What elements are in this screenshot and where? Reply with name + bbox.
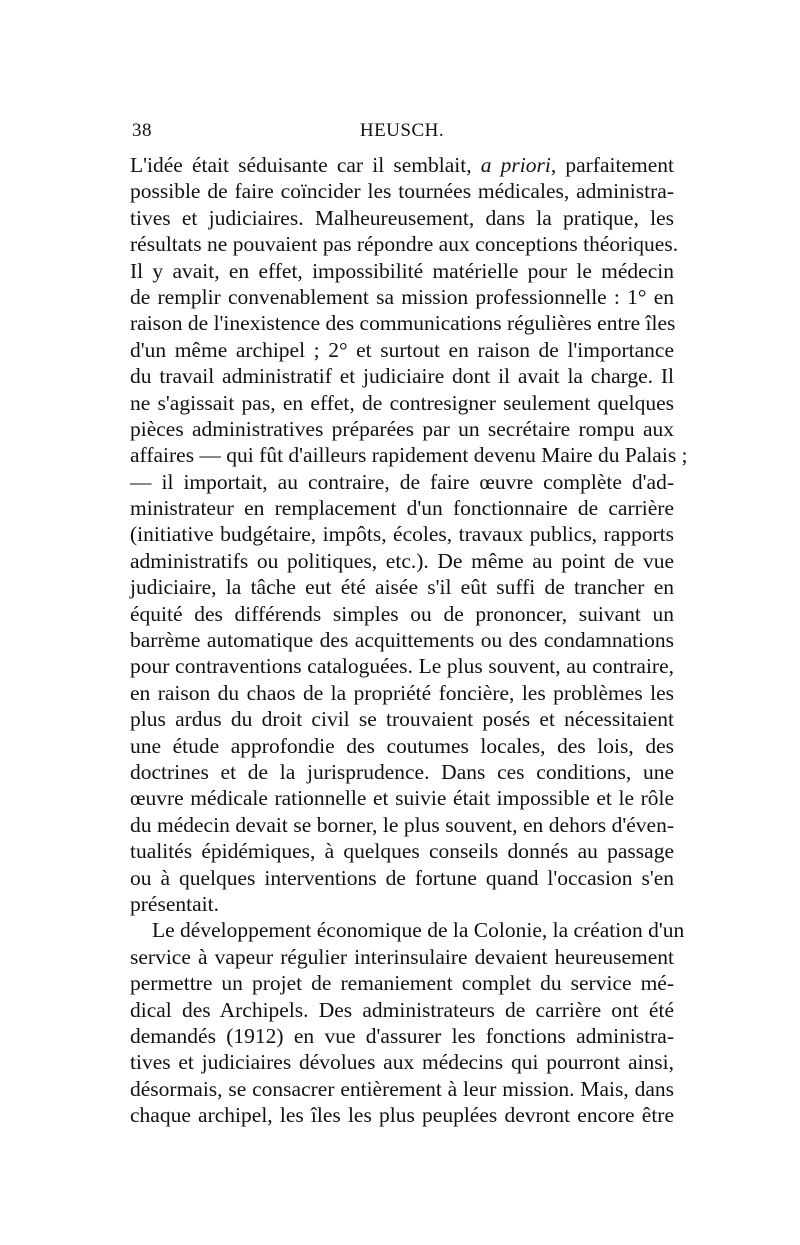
text-line: demandés (1912) en vue d'assurer les fonctions administra- xyxy=(130,1023,674,1048)
text-line: de remplir convenablement sa mission professionnelle : 1° en xyxy=(130,284,674,309)
text-line: (initiative budgétaire, impôts, écoles, travaux publics, rapports xyxy=(130,522,674,547)
text-line: possible de faire coïncider les tournées médicales, administra- xyxy=(130,179,674,204)
running-head xyxy=(132,120,672,150)
text-line: plus ardus du droit civil se trouvaient posés et nécessitaient xyxy=(130,707,674,732)
text-line: L'idée était séduisante car il semblait, a priori, parfaitement xyxy=(130,153,674,177)
text-line: Il y avait, en effet, impossibilité matérielle pour le médecin xyxy=(130,258,674,283)
text-line: barrème automatique des acquittements ou des condamnations xyxy=(130,628,674,653)
text-line: tives et judiciaires. Malheureusement, dans la pratique, les xyxy=(130,205,674,230)
text-line: dical des Archipels. Des administrateurs de carrière ont été xyxy=(130,997,674,1022)
text-line: d'un même archipel ; 2° et surtout en raison de l'importance xyxy=(130,337,674,362)
text-line: équité des différends simples ou de prononcer, suivant un xyxy=(130,601,674,626)
text-line: permettre un projet de remaniement complet du service mé- xyxy=(130,971,674,996)
text-line: service à vapeur régulier interinsulaire devaient heureusement xyxy=(130,944,674,969)
running-title: HEUSCH. xyxy=(359,120,445,141)
text-line: Le développement économique de la Colonie, la création d'un xyxy=(152,918,685,943)
text-line: administratifs ou politiques, etc.). De même au point de vue xyxy=(130,548,674,573)
text-line: pour contraventions cataloguées. Le plus souvent, au contraire, xyxy=(130,654,674,679)
text-line: ou à quelques interventions de fortune quand l'occasion s'en xyxy=(130,865,674,890)
text-line: chaque archipel, les îles les plus peuplées devront encore être xyxy=(130,1103,674,1128)
text-line: résultats ne pouvaient pas répondre aux conceptions théoriques. xyxy=(130,232,679,257)
text-line: — il importait, au contraire, de faire œuvre complète d'ad- xyxy=(130,469,674,494)
text-line: œuvre médicale rationnelle et suivie était impossible et le rôle xyxy=(130,786,674,811)
text-line: raison de l'inexistence des communications régulières entre îles xyxy=(130,311,676,336)
text-line: une étude approfondie des coutumes locales, des lois, des xyxy=(130,733,674,758)
text-line: en raison du chaos de la propriété foncière, les problèmes les xyxy=(130,680,674,705)
page-number: 38 xyxy=(132,120,152,141)
text-line: doctrines et de la jurisprudence. Dans ces conditions, une xyxy=(130,759,674,784)
text-line: ne s'agissait pas, en effet, de contresigner seulement quelques xyxy=(130,390,674,415)
text-line: désormais, se consacrer entièrement à leur mission. Mais, dans xyxy=(130,1076,674,1101)
text-line: présentait. xyxy=(130,891,219,916)
italic-phrase: a priori xyxy=(480,153,551,177)
text-line: du travail administratif et judiciaire dont il avait la charge. Il xyxy=(130,364,674,389)
text-line: tualités épidémiques, à quelques conseils donnés au passage xyxy=(130,839,674,864)
text-line: affaires — qui fût d'ailleurs rapidement devenu Maire du Palais ; xyxy=(130,443,688,468)
text-line: judiciaire, la tâche eut été aisée s'il eût suffi de trancher en xyxy=(130,575,674,600)
body-text xyxy=(130,152,688,1128)
text-line: pièces administratives préparées par un secrétaire rompu aux xyxy=(130,416,674,441)
text-line: tives et judiciaires dévolues aux médecins qui pourront ainsi, xyxy=(130,1050,674,1075)
text-line: ministrateur en remplacement d'un fonctionnaire de carrière xyxy=(130,496,674,521)
text-line: du médecin devait se borner, le plus souvent, en dehors d'éven- xyxy=(130,812,674,837)
